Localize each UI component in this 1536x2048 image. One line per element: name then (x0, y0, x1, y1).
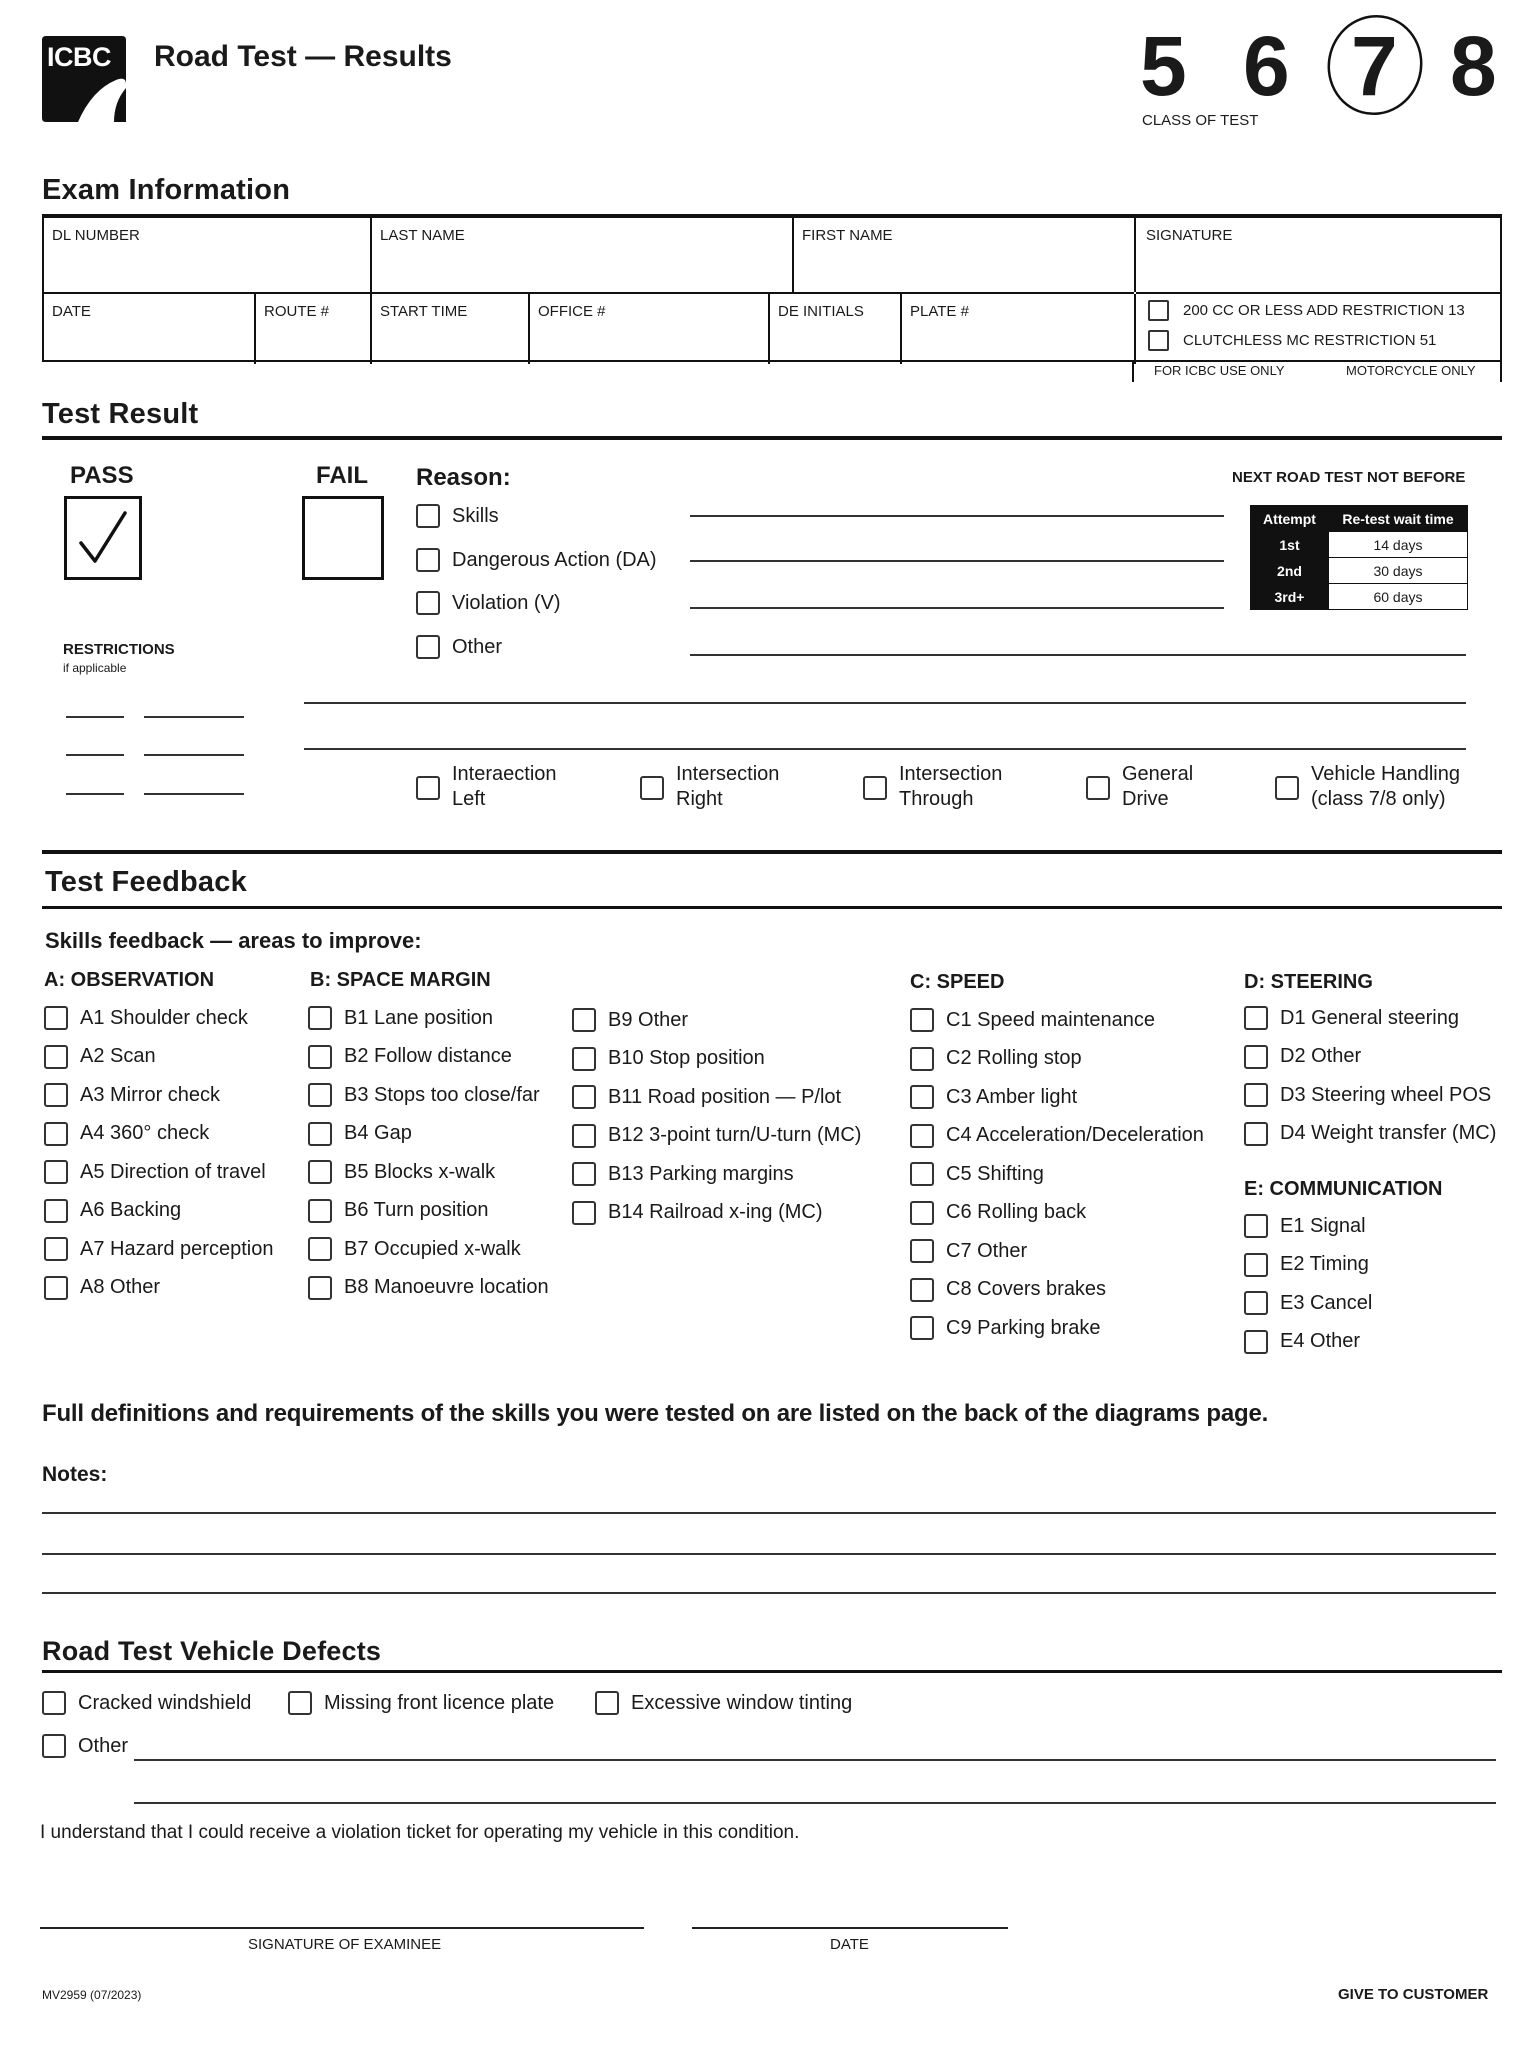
defect-window-tinting[interactable] (595, 1691, 852, 1715)
reason-da-label: Dangerous Action (DA) (452, 548, 657, 571)
de-initials-label: DE INITIALS (778, 303, 864, 320)
skill-b4-checkbox[interactable] (308, 1122, 332, 1146)
attempt-header: Attempt (1251, 506, 1329, 532)
skill-b9-label: B9 Other (608, 1008, 689, 1031)
attempt-1: 1st (1251, 532, 1329, 558)
skill-e4-checkbox[interactable] (1244, 1330, 1268, 1354)
maneuver-vehicle-handling[interactable] (1275, 762, 1460, 812)
feedback-top-rule (42, 850, 1502, 854)
skill-a5[interactable] (44, 1160, 266, 1184)
skill-a3-checkbox[interactable] (44, 1083, 68, 1107)
pass-label: PASS (70, 462, 134, 489)
skill-a3[interactable] (44, 1083, 220, 1107)
maneuver-general-l2: Drive (1122, 788, 1169, 810)
defect-tinting-label: Excessive window tinting (631, 1691, 853, 1714)
skill-b9-checkbox[interactable] (572, 1008, 596, 1032)
defect-missing-plate[interactable] (288, 1691, 554, 1715)
skill-c8-checkbox[interactable] (910, 1278, 934, 1302)
maneuver-left-l2: Left (452, 788, 486, 810)
skill-c3-checkbox[interactable] (910, 1085, 934, 1109)
skill-c1[interactable] (910, 1008, 1155, 1032)
restriction-clutchless-label: CLUTCHLESS MC RESTRICTION 51 (1183, 332, 1437, 349)
defect-plate-checkbox[interactable] (288, 1691, 312, 1715)
maneuver-handling-label (1311, 762, 1460, 812)
reason-skills-checkbox[interactable] (416, 504, 440, 528)
motorcycle-only-label: MOTORCYCLE ONLY (1346, 363, 1476, 378)
route-label: ROUTE # (264, 303, 330, 320)
skill-d4-label: D4 Weight transfer (MC) (1280, 1122, 1497, 1144)
skill-a7[interactable] (44, 1237, 273, 1261)
notes-line-3[interactable] (42, 1592, 1496, 1594)
skill-c9-checkbox[interactable] (910, 1316, 934, 1340)
logo-text: ICBC (47, 42, 111, 72)
restrictions-label: RESTRICTIONS (63, 641, 175, 658)
de-initials-field[interactable] (770, 294, 902, 364)
defects-rule (42, 1670, 1502, 1673)
skill-c3[interactable] (910, 1085, 1077, 1109)
skill-e1-checkbox[interactable] (1244, 1214, 1268, 1238)
reason-violation-checkbox[interactable] (416, 591, 440, 615)
skill-b3-checkbox[interactable] (308, 1083, 332, 1107)
skill-c4-checkbox[interactable] (910, 1124, 934, 1148)
skill-b12[interactable] (572, 1124, 861, 1148)
skill-c8[interactable] (910, 1278, 1106, 1302)
reason-extra-line-2[interactable] (304, 748, 1466, 750)
skill-c9-label: C9 Parking brake (946, 1316, 1101, 1339)
signature-field[interactable] (1136, 218, 1502, 292)
skill-c7-checkbox[interactable] (910, 1239, 934, 1263)
reason-da-line[interactable] (690, 560, 1224, 562)
skill-d2-checkbox[interactable] (1244, 1045, 1268, 1069)
steering-title: D: STEERING (1244, 971, 1373, 993)
icbc-logo (42, 36, 126, 122)
skill-b10-label: B10 Stop position (608, 1047, 765, 1069)
plate-field[interactable] (902, 294, 1136, 364)
skill-a5-label: A5 Direction of travel (80, 1160, 266, 1183)
skill-d1-label: D1 General steering (1280, 1006, 1459, 1029)
skill-a5-checkbox[interactable] (44, 1160, 68, 1184)
restriction-line-1a[interactable] (66, 716, 124, 718)
skill-c1-checkbox[interactable] (910, 1008, 934, 1032)
retest-wait-table (1250, 505, 1468, 610)
examinee-signature-label: SIGNATURE OF EXAMINEE (248, 1936, 442, 1953)
reason-other-checkbox[interactable] (416, 635, 440, 659)
skill-b1-label: B1 Lane position (344, 1006, 494, 1029)
maneuver-handling-checkbox[interactable] (1275, 776, 1299, 800)
wait-header: Re-test wait time (1329, 506, 1468, 532)
skill-c6-checkbox[interactable] (910, 1201, 934, 1225)
skill-b6-label: B6 Turn position (344, 1199, 489, 1221)
skill-e2-label: E2 Timing (1280, 1253, 1369, 1275)
form-code: MV2959 (07/2023) (42, 1988, 142, 2002)
office-label: OFFICE # (538, 303, 606, 320)
dl-number-label: DL NUMBER (52, 227, 140, 244)
route-field[interactable] (256, 294, 372, 364)
test-result-rule (42, 436, 1502, 440)
skill-c6[interactable] (910, 1201, 1086, 1225)
skill-c8-label: C8 Covers brakes (946, 1278, 1107, 1300)
skill-b8-label: B8 Manoeuvre location (344, 1276, 549, 1298)
skill-b4-label: B4 Gap (344, 1122, 412, 1144)
skill-b4[interactable] (308, 1122, 412, 1146)
date-signature-label: DATE (830, 1936, 869, 1953)
checkmark-icon (67, 499, 139, 577)
skill-b5-checkbox[interactable] (308, 1160, 332, 1184)
form-title: Road Test — Results (154, 40, 452, 73)
skill-a1[interactable] (44, 1006, 248, 1030)
skill-c3-label: C3 Amber light (946, 1085, 1078, 1108)
skill-d1-checkbox[interactable] (1244, 1006, 1268, 1030)
restriction-line-3b[interactable] (144, 793, 244, 795)
violation-statement: I understand that I could receive a violation ticket for operating my vehicle in this condition. (40, 1822, 800, 1843)
defect-tinting-checkbox[interactable] (595, 1691, 619, 1715)
test-feedback-title: Test Feedback (45, 866, 247, 898)
defect-other-checkbox[interactable] (42, 1734, 66, 1758)
skill-c2[interactable] (910, 1047, 1082, 1071)
skill-b3-label: B3 Stops too close/far (344, 1083, 540, 1106)
skill-b14[interactable] (572, 1201, 823, 1225)
maneuver-intersection-left[interactable] (416, 762, 557, 812)
skill-c2-label: C2 Rolling stop (946, 1047, 1082, 1069)
skill-e1-label: E1 Signal (1280, 1214, 1366, 1237)
skill-b2[interactable] (308, 1045, 512, 1069)
defect-other-line-1[interactable] (134, 1759, 1496, 1761)
skill-e3-checkbox[interactable] (1244, 1291, 1268, 1315)
reason-label: Reason: (416, 464, 511, 491)
signature-divider (1136, 292, 1502, 294)
communication-title: E: COMMUNICATION (1244, 1178, 1443, 1200)
maneuver-handling-l1: Vehicle Handling (1311, 763, 1460, 785)
skill-b1[interactable] (308, 1006, 493, 1030)
skill-e3[interactable] (1244, 1291, 1372, 1315)
first-name-field[interactable] (794, 218, 1136, 292)
defect-other-label: Other (78, 1734, 129, 1757)
skill-e2-checkbox[interactable] (1244, 1253, 1268, 1277)
skill-b13[interactable] (572, 1162, 794, 1186)
reason-other-label: Other (452, 635, 503, 658)
skill-c5[interactable] (910, 1162, 1044, 1186)
skill-a2[interactable] (44, 1045, 156, 1069)
skill-a6[interactable] (44, 1199, 181, 1223)
reason-extra-line-1[interactable] (304, 702, 1466, 704)
vehicle-defects-title: Road Test Vehicle Defects (42, 1636, 382, 1666)
maneuver-right-l2: Right (676, 788, 723, 810)
restriction-line-2b[interactable] (144, 754, 244, 756)
notes-label: Notes: (42, 1463, 108, 1486)
defect-windshield-checkbox[interactable] (42, 1691, 66, 1715)
definitions-note: Full definitions and requirements of the skills you were tested on are listed on the back of the diagrams page. (42, 1400, 1269, 1427)
date-label: DATE (52, 303, 91, 320)
skill-a2-checkbox[interactable] (44, 1045, 68, 1069)
skill-d3-checkbox[interactable] (1244, 1083, 1268, 1107)
maneuver-right-checkbox[interactable] (640, 776, 664, 800)
examinee-signature-line[interactable] (40, 1927, 644, 1929)
fail-checkbox[interactable] (302, 496, 384, 580)
skill-e4[interactable] (1244, 1330, 1360, 1354)
reason-violation-line[interactable] (690, 607, 1224, 609)
maneuver-general-l1: General (1122, 763, 1194, 785)
skill-e3-label: E3 Cancel (1280, 1291, 1373, 1314)
skills-feedback-subtitle: Skills feedback — areas to improve: (45, 928, 422, 953)
skill-a2-label: A2 Scan (80, 1045, 156, 1067)
restriction-200cc[interactable] (1148, 300, 1465, 321)
class-of-test-label: CLASS OF TEST (1142, 112, 1259, 129)
skill-d4[interactable] (1244, 1122, 1496, 1146)
restriction-clutchless[interactable] (1148, 330, 1436, 351)
reason-skills-label: Skills (452, 504, 499, 527)
skill-c7[interactable] (910, 1239, 1027, 1263)
notes-line-1[interactable] (42, 1512, 1496, 1514)
restriction-line-2a[interactable] (66, 754, 124, 756)
test-result-title: Test Result (42, 398, 199, 430)
skill-b7-label: B7 Occupied x-walk (344, 1237, 521, 1260)
class-7-selected[interactable] (1323, 12, 1427, 118)
skill-c4[interactable] (910, 1124, 1204, 1148)
class-7: 7 (1351, 19, 1398, 113)
maneuver-through-checkbox[interactable] (863, 776, 887, 800)
skill-a4[interactable] (44, 1122, 209, 1146)
maneuver-intersection-through[interactable] (863, 762, 1002, 812)
restriction-line-3a[interactable] (66, 793, 124, 795)
signature-label: SIGNATURE (1146, 227, 1233, 244)
skill-a7-label: A7 Hazard perception (80, 1237, 274, 1260)
reason-other[interactable] (416, 635, 502, 659)
notes-line-2[interactable] (42, 1553, 1496, 1555)
skill-b7-checkbox[interactable] (308, 1237, 332, 1261)
maneuver-left-l1: Interaection (452, 763, 557, 785)
skill-d1[interactable] (1244, 1006, 1459, 1030)
skill-c7-label: C7 Other (946, 1239, 1028, 1262)
first-name-label: FIRST NAME (802, 227, 893, 244)
attempt-2: 2nd (1251, 558, 1329, 584)
date-signature-line[interactable] (692, 1927, 1008, 1929)
if-applicable-label: if applicable (63, 661, 127, 675)
maneuver-right-l1: Intersection (676, 763, 780, 785)
start-time-field[interactable] (372, 294, 530, 364)
class-5[interactable]: 5 (1140, 19, 1187, 113)
maneuver-handling-l2: (class 7/8 only) (1311, 788, 1446, 810)
skill-e2[interactable] (1244, 1253, 1369, 1277)
restriction-200cc-checkbox[interactable] (1148, 300, 1169, 321)
reason-da-checkbox[interactable] (416, 548, 440, 572)
maneuver-left-label (452, 762, 557, 812)
skill-e4-label: E4 Other (1280, 1330, 1361, 1352)
plate-label: PLATE # (910, 303, 969, 320)
skill-c4-label: C4 Acceleration/Deceleration (946, 1124, 1204, 1146)
reason-violation[interactable] (416, 591, 561, 615)
reason-violation-label: Violation (V) (452, 591, 561, 614)
defect-other[interactable] (42, 1734, 128, 1758)
skill-b12-label: B12 3-point turn/U-turn (MC) (608, 1124, 862, 1146)
restriction-200cc-label: 200 CC OR LESS ADD RESTRICTION 13 (1183, 302, 1465, 319)
defect-other-line-2[interactable] (134, 1802, 1496, 1804)
skill-e1[interactable] (1244, 1214, 1366, 1238)
skill-d2-label: D2 Other (1280, 1045, 1362, 1067)
class-6[interactable]: 6 (1243, 19, 1290, 113)
restriction-line-1b[interactable] (144, 716, 244, 718)
skill-a6-label: A6 Backing (80, 1199, 182, 1221)
speed-title: C: SPEED (910, 971, 1005, 993)
defect-cracked-windshield[interactable] (42, 1691, 251, 1715)
maneuver-through-label (899, 762, 1002, 812)
skill-b5[interactable] (308, 1160, 495, 1184)
wait-1: 14 days (1329, 532, 1468, 558)
reason-other-line[interactable] (690, 654, 1466, 656)
exam-info-grid (42, 214, 1502, 362)
defect-plate-label: Missing front licence plate (324, 1691, 555, 1714)
maneuver-right-label (676, 762, 779, 812)
last-name-field[interactable] (372, 218, 794, 292)
skill-b5-label: B5 Blocks x-walk (344, 1160, 496, 1183)
skill-c6-label: C6 Rolling back (946, 1201, 1087, 1223)
skill-b2-label: B2 Follow distance (344, 1045, 512, 1067)
restriction-clutchless-checkbox[interactable] (1148, 330, 1169, 351)
icbc-use-box (1132, 362, 1502, 382)
next-test-label: NEXT ROAD TEST NOT BEFORE (1232, 469, 1466, 486)
pass-checkbox[interactable] (64, 496, 142, 580)
skill-b11-checkbox[interactable] (572, 1085, 596, 1109)
skill-d3[interactable] (1244, 1083, 1491, 1107)
maneuver-intersection-right[interactable] (640, 762, 779, 812)
observation-title: A: OBSERVATION (44, 969, 215, 991)
maneuver-general-label (1122, 762, 1193, 812)
skill-a8-label: A8 Other (80, 1276, 161, 1298)
skill-c9[interactable] (910, 1316, 1101, 1340)
skill-b11-label: B11 Road position — P/lot (608, 1085, 842, 1108)
exam-info-title: Exam Information (42, 174, 291, 206)
start-time-label: START TIME (380, 303, 468, 320)
date-field[interactable] (44, 294, 256, 364)
skill-d3-label: D3 Steering wheel POS (1280, 1083, 1492, 1106)
skill-a4-label: A4 360° check (80, 1122, 210, 1144)
skill-b12-checkbox[interactable] (572, 1124, 596, 1148)
skill-a8[interactable] (44, 1276, 160, 1300)
defect-windshield-label: Cracked windshield (78, 1691, 252, 1714)
maneuver-general-checkbox[interactable] (1086, 776, 1110, 800)
feedback-rule (42, 906, 1502, 909)
reason-skills-line[interactable] (690, 515, 1224, 517)
class-8[interactable]: 8 (1450, 19, 1497, 113)
skill-b9[interactable] (572, 1008, 688, 1032)
skill-c5-label: C5 Shifting (946, 1162, 1044, 1185)
skill-b3[interactable] (308, 1083, 540, 1107)
skill-b6-checkbox[interactable] (308, 1199, 332, 1223)
skill-c5-checkbox[interactable] (910, 1162, 934, 1186)
skill-b6[interactable] (308, 1199, 489, 1223)
dl-number-field[interactable] (44, 218, 372, 292)
skill-b11[interactable] (572, 1085, 841, 1109)
wait-2: 30 days (1329, 558, 1468, 584)
skill-b2-checkbox[interactable] (308, 1045, 332, 1069)
attempt-3: 3rd+ (1251, 584, 1329, 610)
wait-3: 60 days (1329, 584, 1468, 610)
fail-label: FAIL (316, 462, 368, 489)
skill-d2[interactable] (1244, 1045, 1361, 1069)
maneuver-general-drive[interactable] (1086, 762, 1193, 812)
give-to-customer: GIVE TO CUSTOMER (1338, 1986, 1489, 2003)
skill-a3-label: A3 Mirror check (80, 1083, 221, 1106)
skill-b14-label: B14 Railroad x-ing (MC) (608, 1201, 823, 1223)
skill-b8[interactable] (308, 1276, 549, 1300)
skill-b13-checkbox[interactable] (572, 1162, 596, 1186)
skill-b13-label: B13 Parking margins (608, 1162, 794, 1185)
skill-b10[interactable] (572, 1047, 765, 1071)
skill-c2-checkbox[interactable] (910, 1047, 934, 1071)
space-margin-title: B: SPACE MARGIN (310, 969, 491, 991)
skill-d4-checkbox[interactable] (1244, 1122, 1268, 1146)
skill-b10-checkbox[interactable] (572, 1047, 596, 1071)
skill-c1-label: C1 Speed maintenance (946, 1008, 1156, 1031)
reason-dangerous-action[interactable] (416, 548, 657, 572)
maneuver-left-checkbox[interactable] (416, 776, 440, 800)
skill-b14-checkbox[interactable] (572, 1201, 596, 1225)
icbc-use-label: FOR ICBC USE ONLY (1154, 363, 1285, 378)
skill-b8-checkbox[interactable] (308, 1276, 332, 1300)
skill-a1-checkbox[interactable] (44, 1006, 68, 1030)
skill-a7-checkbox[interactable] (44, 1237, 68, 1261)
skill-a8-checkbox[interactable] (44, 1276, 68, 1300)
reason-skills[interactable] (416, 504, 499, 528)
skill-a1-label: A1 Shoulder check (80, 1006, 248, 1029)
skill-a6-checkbox[interactable] (44, 1199, 68, 1223)
skill-b7[interactable] (308, 1237, 521, 1261)
last-name-label: LAST NAME (380, 227, 465, 244)
skill-b1-checkbox[interactable] (308, 1006, 332, 1030)
maneuver-through-l2: Through (899, 788, 974, 810)
maneuver-through-l1: Intersection (899, 763, 1003, 785)
office-field[interactable] (530, 294, 770, 364)
skill-a4-checkbox[interactable] (44, 1122, 68, 1146)
